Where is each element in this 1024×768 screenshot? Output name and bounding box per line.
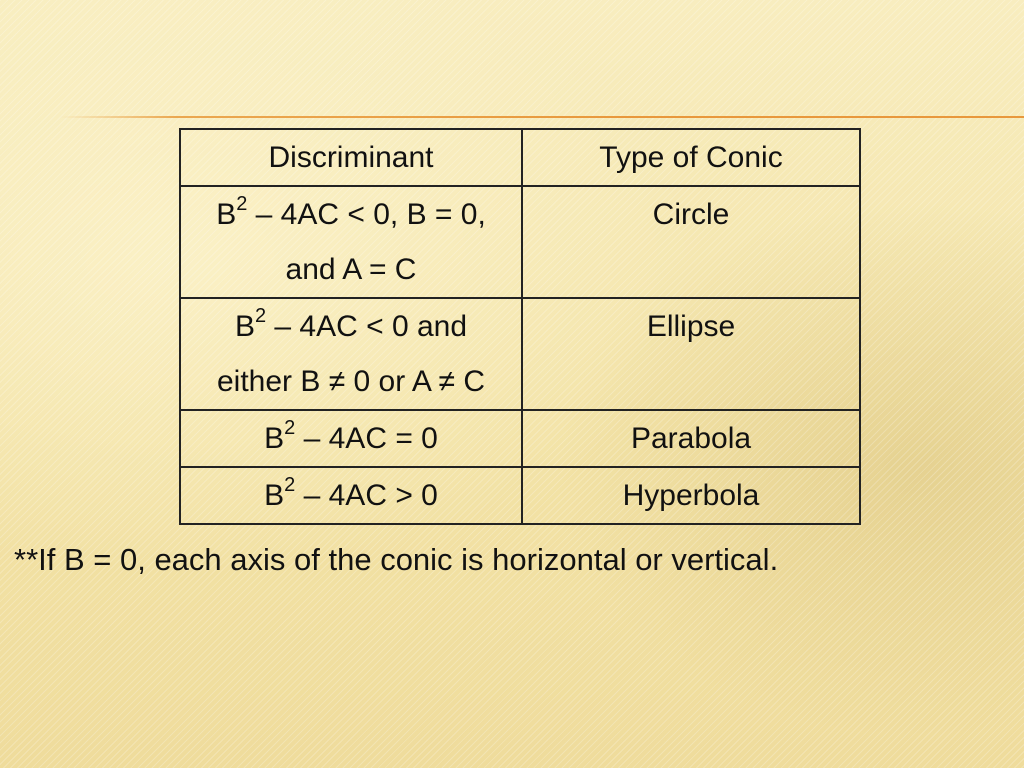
discriminant-cell xyxy=(180,467,522,524)
discriminant-cell xyxy=(180,410,522,467)
header-type-of-conic: Type of Conic xyxy=(522,129,860,186)
table-row-parabola xyxy=(180,410,860,467)
conic-type-cell: Ellipse xyxy=(522,298,860,410)
discriminant-line-1: $B^2 - 4AC < 0$, B = 0, xyxy=(216,193,486,231)
discriminant-line-1: $B^2 - 4AC = 0$ xyxy=(264,417,438,455)
table-row-ellipse xyxy=(180,298,860,410)
discriminant-line-2: either B ≠ 0 or A ≠ C xyxy=(216,365,486,398)
conic-type-cell: Hyperbola xyxy=(522,467,860,524)
header-discriminant: Discriminant xyxy=(180,129,522,186)
discriminant-cell xyxy=(180,298,522,410)
discriminant-line-2: and A = C xyxy=(285,253,417,286)
conic-type-cell: Circle xyxy=(522,186,860,298)
title-accent-rule xyxy=(60,116,1024,118)
discriminant-line-1: $B^2 - 4AC < 0$ and xyxy=(234,305,468,343)
table-row-hyperbola xyxy=(180,467,860,524)
conic-type-cell: Parabola xyxy=(522,410,860,467)
table-row-circle xyxy=(180,186,860,298)
conic-discriminant-table xyxy=(179,128,861,525)
table-header-row xyxy=(180,129,860,186)
footnote-text: **If B = 0, each axis of the conic is horizontal or vertical. xyxy=(14,542,779,577)
discriminant-cell xyxy=(180,186,522,298)
discriminant-line-1: $B^2 - 4AC > 0$ xyxy=(264,474,438,512)
